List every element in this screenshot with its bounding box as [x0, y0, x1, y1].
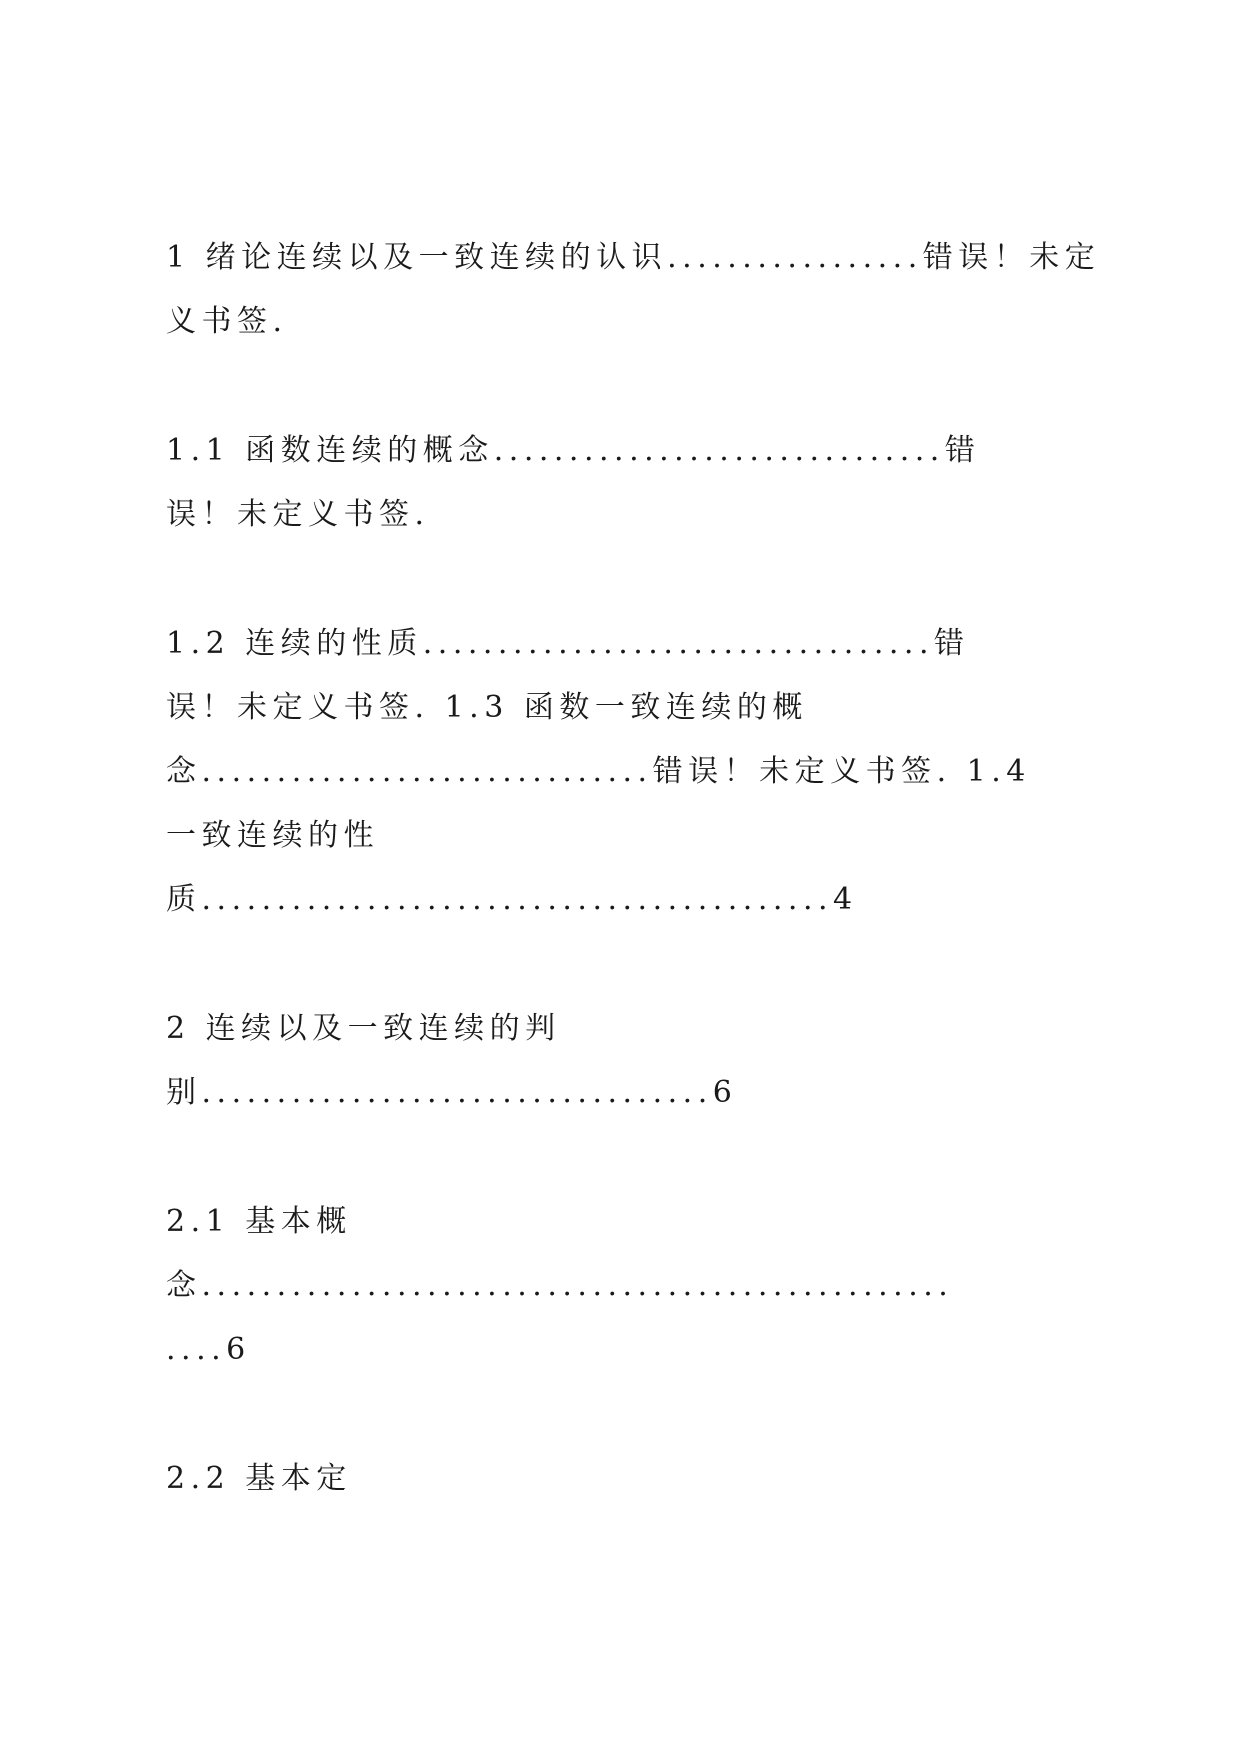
toc-entry-2-1-line-2: 念.................................................. [166, 1268, 954, 1303]
toc-entry-2-1-line-3: ....6 [166, 1332, 251, 1367]
toc-entry-2-line-1: 2 连续以及一致连续的判 [166, 1011, 561, 1046]
toc-entry-2-2 [166, 1447, 1096, 1511]
toc-entry-2-2-line-1: 2.2 基本定 [166, 1461, 352, 1496]
table-of-contents [166, 226, 1101, 1511]
toc-entry-1-2-line-4: 一致连续的性 [166, 818, 379, 853]
toc-entry-2-1-line-1: 2.1 基本概 [166, 1204, 352, 1239]
toc-entry-1-1-line-2: 误！未定义书签. [166, 497, 430, 532]
entry-spacer [166, 547, 1096, 612]
toc-entry-1-2-line-3: 念..............................错误！未定义书签. 1.4 [166, 754, 1031, 789]
toc-entry-1-1 [166, 419, 1096, 547]
toc-entry-1-line-2: 义书签. [166, 304, 288, 339]
toc-entry-2-line-2: 别..................................6 [166, 1075, 738, 1110]
toc-entry-2 [166, 997, 1096, 1125]
toc-entry-1-2-line-1: 1.2 连续的性质..................................错 [166, 626, 970, 661]
entry-spacer [166, 354, 1096, 419]
entry-spacer [166, 932, 1096, 997]
toc-entry-1-2-line-5: 质..........................................4 [166, 882, 858, 917]
entry-spacer [166, 1125, 1096, 1190]
toc-entry-2-1 [166, 1190, 1096, 1382]
toc-entry-1-2-line-2: 误！未定义书签. 1.3 函数一致连续的概 [166, 690, 808, 725]
entry-spacer [166, 1382, 1096, 1447]
toc-entry-1-1-line-1: 1.1 函数连续的概念..............................错 [166, 433, 981, 468]
toc-entry-1-2 [166, 612, 1096, 932]
toc-entry-1-line-1: 1 绪论连续以及一致连续的认识.................错误！未定 [166, 240, 1101, 275]
toc-entry-1 [166, 226, 1101, 354]
